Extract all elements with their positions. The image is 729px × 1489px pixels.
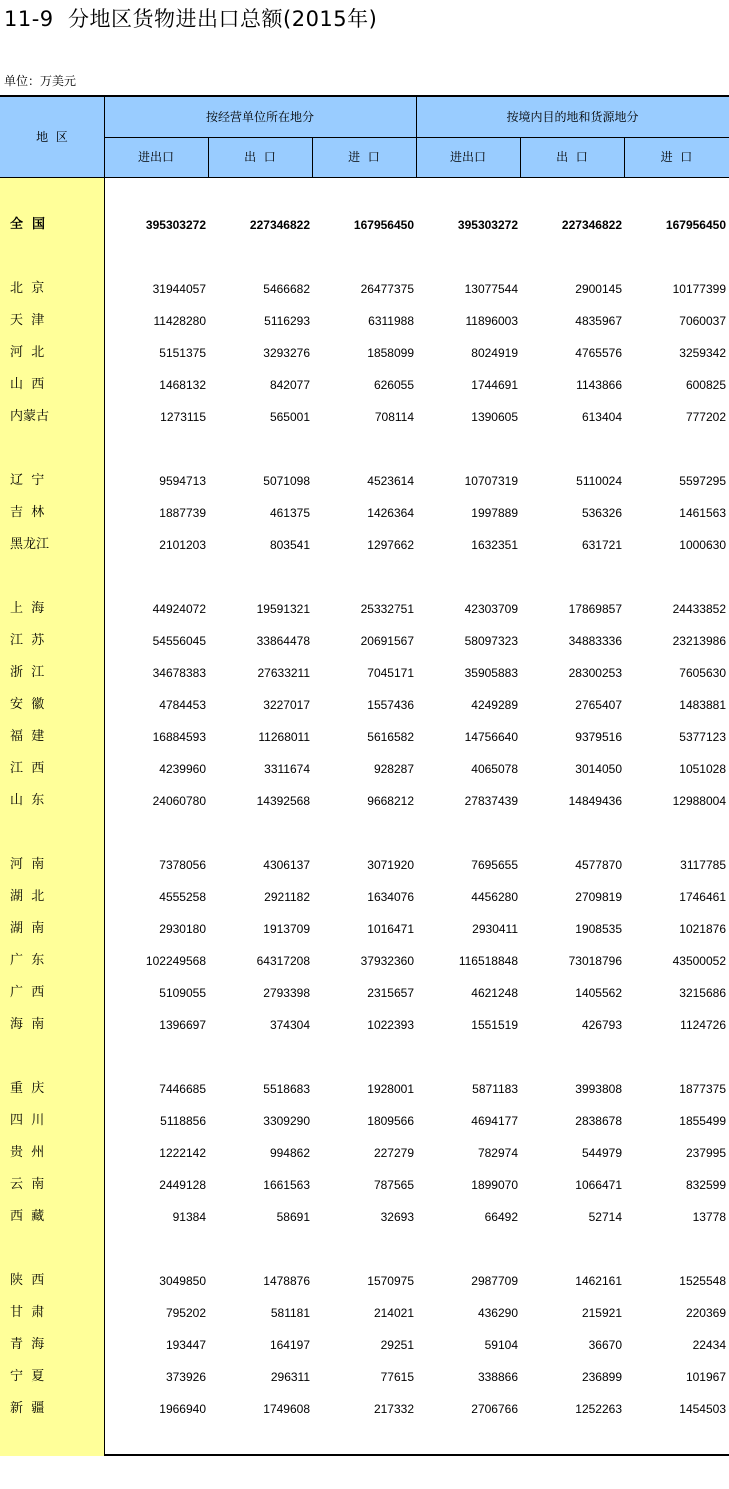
table-cell: 5466682 [263,282,310,296]
table-cell: 5118856 [160,1114,206,1128]
region-name: 重 庆 [10,1081,45,1096]
table-row [0,401,729,433]
table-cell: 10177399 [672,282,726,296]
table-cell: 102249568 [145,954,206,968]
table-cell: 4577870 [575,858,622,872]
region-name: 湖 南 [10,921,45,936]
table-cell: 1222142 [159,1146,206,1160]
region-name: 贵 州 [10,1145,45,1160]
table-cell: 795202 [165,1306,206,1320]
table-cell: 436290 [477,1306,518,1320]
table-cell: 4784453 [159,698,206,712]
table-cell: 3259342 [679,346,726,360]
table-cell: 1454503 [679,1402,726,1416]
group-header-operating-unit: 按经营单位所在地分 [205,110,314,124]
table-cell: 28300253 [568,666,622,680]
table-cell: 215921 [581,1306,622,1320]
table-cell: 1016471 [367,922,414,936]
table-cell: 13077544 [464,282,518,296]
table-cell: 4239960 [159,762,206,776]
table-cell: 44924072 [152,602,206,616]
table-cell: 928287 [373,762,414,776]
table-cell: 43500052 [672,954,726,968]
table-cell: 31944057 [152,282,206,296]
table-cell: 395303272 [457,218,518,232]
region-name: 天 津 [10,313,45,328]
table-cell: 24433852 [672,602,726,616]
table-cell: 2921182 [264,890,310,904]
table-cell: 708114 [374,410,414,424]
table-cell: 1908535 [575,922,622,936]
table-cell: 5110024 [576,474,622,488]
table-cell: 2900145 [575,282,622,296]
table-cell: 193447 [165,1338,206,1352]
table-cell: 227346822 [249,218,310,232]
table-cell: 3014050 [575,762,622,776]
table-cell: 14756640 [464,730,518,744]
region-name: 北 京 [10,281,45,296]
table-cell: 24060780 [152,794,206,808]
table-cell: 842077 [269,378,310,392]
table-row [0,1361,729,1393]
table-cell: 13778 [692,1210,726,1224]
table-row [0,1329,729,1361]
region-name: 海 南 [10,1017,45,1032]
table-cell: 220369 [685,1306,726,1320]
region-name: 内蒙古 [10,409,50,424]
region-name: 新 疆 [10,1401,45,1416]
table-cell: 631721 [581,538,622,552]
region-name: 河 北 [10,345,45,360]
table-row [0,1265,729,1297]
table-cell: 1396697 [159,1018,206,1032]
table-cell: 1468132 [159,378,206,392]
region-name: 黑龙江 [10,537,50,552]
region-name: 青 海 [10,1337,45,1352]
region-name: 辽 宁 [10,473,45,488]
region-header: 地 区 [36,130,68,144]
table-row [0,337,729,369]
table-cell: 227346822 [561,218,622,232]
table-cell: 11896003 [465,314,518,328]
table-cell: 1525548 [679,1274,726,1288]
table-cell: 217332 [373,1402,414,1416]
table-cell: 7060037 [679,314,726,328]
table-cell: 35905883 [464,666,518,680]
table-cell: 1051028 [679,762,726,776]
region-name: 福 建 [10,729,45,744]
table-row [0,785,729,817]
table-cell: 565001 [269,410,310,424]
table-cell: 395303272 [145,218,206,232]
col-header: 出 口 [556,150,588,164]
table-cell: 613404 [581,410,622,424]
table-cell: 4835967 [575,314,622,328]
table-cell: 2987709 [471,1274,518,1288]
region-name: 吉 林 [10,505,45,520]
table-cell: 803541 [269,538,310,552]
table-cell: 4555258 [159,890,206,904]
table-cell: 2101203 [159,538,206,552]
table-cell: 777202 [685,410,726,424]
table-cell: 581181 [270,1306,310,1320]
table-cell: 7378056 [159,858,206,872]
table-cell: 164197 [269,1338,310,1352]
table-cell: 1390605 [471,410,518,424]
table-cell: 1634076 [367,890,414,904]
table-cell: 1746461 [679,890,726,904]
table-cell: 544979 [581,1146,622,1160]
table-cell: 1462161 [575,1274,622,1288]
table-cell: 8024919 [471,346,518,360]
table-row [0,753,729,785]
table-cell: 52714 [588,1210,622,1224]
table-cell: 373926 [165,1370,206,1384]
region-name: 江 苏 [10,633,45,648]
region-name: 四 川 [10,1113,45,1128]
region-name: 江 西 [10,761,45,776]
region-name: 广 东 [10,953,45,968]
table-cell: 2838678 [575,1114,622,1128]
table-row [0,1297,729,1329]
table-cell: 27837439 [464,794,518,808]
table-cell: 1749608 [263,1402,310,1416]
table-cell: 1066471 [575,1178,622,1192]
table-row [0,273,729,305]
table-cell: 4065078 [471,762,518,776]
table-row [0,1169,729,1201]
table-cell: 3993808 [575,1082,622,1096]
table-row [0,369,729,401]
table-cell: 1858099 [367,346,414,360]
table-cell: 5871183 [472,1082,518,1096]
table-cell: 296311 [270,1370,310,1384]
table-cell: 17869857 [568,602,622,616]
col-header: 出 口 [244,150,276,164]
table-cell: 1483881 [679,698,726,712]
table-cell: 1855499 [679,1114,726,1128]
table-cell: 1887739 [159,506,206,520]
table-cell: 7446685 [159,1082,206,1096]
table-cell: 10707319 [464,474,518,488]
region-name: 安 徽 [10,697,45,712]
table-row [0,1201,729,1233]
table-row [0,657,729,689]
table-cell: 5151375 [159,346,206,360]
table-cell: 1744691 [471,378,518,392]
table-row [0,977,729,1009]
table-row [0,593,729,625]
table-row-total [0,209,729,241]
region-name: 广 西 [10,985,45,1000]
table-row [0,497,729,529]
table-cell: 3227017 [263,698,310,712]
table-cell: 1000630 [679,538,726,552]
table-cell: 59104 [484,1338,518,1352]
region-name: 浙 江 [10,665,45,680]
table-cell: 7695655 [471,858,518,872]
col-header: 进出口 [449,150,486,164]
table-cell: 338866 [477,1370,518,1384]
table-row [0,945,729,977]
table-cell: 1661563 [263,1178,310,1192]
table-cell: 58097323 [464,634,518,648]
table-cell: 4694177 [471,1114,518,1128]
table-cell: 1124726 [680,1018,726,1032]
table-cell: 7605630 [679,666,726,680]
table-row [0,1105,729,1137]
table-cell: 3049850 [159,1274,206,1288]
table-cell: 27633211 [257,666,310,680]
table-cell: 214021 [373,1306,414,1320]
table-cell: 36670 [588,1338,622,1352]
col-header: 进 口 [660,150,693,164]
table-cell: 600825 [685,378,726,392]
table-cell: 994862 [269,1146,310,1160]
header-bottom-line [0,177,729,178]
region-name: 西 藏 [10,1209,45,1224]
table-row [0,305,729,337]
page-title: 11-9 分地区货物进出口总额(2015年) [4,7,378,31]
table-cell: 4523614 [367,474,414,488]
table-cell: 4456280 [471,890,518,904]
table-row [0,1137,729,1169]
table-cell: 426793 [581,1018,622,1032]
table-cell: 3293276 [263,346,310,360]
table-cell: 237995 [685,1146,726,1160]
region-name: 河 南 [10,857,45,872]
region-name: 甘 肃 [10,1305,45,1320]
table-cell: 1913709 [263,922,310,936]
table-row [0,529,729,561]
region-name: 全 国 [10,217,46,232]
table-cell: 536326 [581,506,622,520]
table-cell: 16884593 [152,730,206,744]
table-row [0,1009,729,1041]
table-cell: 5377123 [679,730,726,744]
table-cell: 19591321 [256,602,310,616]
table-cell: 1252263 [575,1402,622,1416]
table-cell: 1022393 [367,1018,414,1032]
table-cell: 3311674 [264,762,310,776]
table-row [0,689,729,721]
table-cell: 4765576 [575,346,622,360]
table-cell: 2315657 [367,986,414,1000]
table-cell: 23213986 [672,634,726,648]
region-name: 上 海 [10,601,45,616]
table-cell: 5518683 [263,1082,310,1096]
table-row [0,913,729,945]
table-cell: 1997889 [471,506,518,520]
region-name: 宁 夏 [10,1369,45,1384]
col-header: 进出口 [137,150,174,164]
table-cell: 2793398 [263,986,310,1000]
table-cell: 1557436 [367,698,414,712]
table-cell: 9379516 [575,730,622,744]
table-cell: 77615 [380,1370,414,1384]
data-table [0,95,729,1456]
table-cell: 2706766 [471,1402,518,1416]
table-cell: 1551519 [471,1018,518,1032]
table-cell: 42303709 [464,602,518,616]
table-cell: 374304 [269,1018,310,1032]
table-cell: 64317208 [256,954,310,968]
table-cell: 1632351 [471,538,518,552]
table-cell: 11268011 [258,730,310,744]
table-cell: 22434 [692,1338,726,1352]
unit-label: 单位：万美元 [4,74,77,88]
table-cell: 33864478 [256,634,310,648]
table-cell: 5071098 [263,474,310,488]
table-cell: 1021876 [679,922,726,936]
table-cell: 9668212 [367,794,414,808]
table-cell: 1570975 [367,1274,414,1288]
table-cell: 1966940 [159,1402,206,1416]
table-cell: 6311988 [368,314,414,328]
table-cell: 20691567 [360,634,414,648]
table-cell: 782974 [477,1146,518,1160]
table-cell: 3071920 [367,858,414,872]
table-cell: 3215686 [679,986,726,1000]
col-header: 进 口 [348,150,380,164]
table-cell: 4621248 [471,986,518,1000]
table-cell: 7045171 [367,666,414,680]
table-cell: 14849436 [568,794,622,808]
table-cell: 2765407 [575,698,622,712]
table-cell: 4249289 [471,698,518,712]
region-name: 湖 北 [10,889,45,904]
table-cell: 73018796 [568,954,622,968]
table-cell: 2930180 [159,922,206,936]
table-cell: 227279 [373,1146,414,1160]
table-row [0,625,729,657]
table-cell: 34883336 [568,634,622,648]
table-row [0,1073,729,1105]
table-cell: 1461563 [679,506,726,520]
table-cell: 116518848 [458,954,518,968]
table-cell: 29251 [380,1338,414,1352]
table-cell: 9594713 [159,474,206,488]
table-cell: 101967 [685,1370,726,1384]
table-cell: 5616582 [367,730,414,744]
table-cell: 1297662 [367,538,414,552]
table-cell: 54556045 [152,634,206,648]
table-cell: 91384 [172,1210,206,1224]
table-row [0,465,729,497]
region-name: 山 东 [10,793,45,808]
table-cell: 34678383 [152,666,206,680]
table-cell: 32693 [380,1210,414,1224]
table-row [0,881,729,913]
table-cell: 3117785 [680,858,726,872]
table-row [0,721,729,753]
table-cell: 5116293 [264,314,310,328]
table-cell: 58691 [276,1210,310,1224]
table-cell: 1899070 [471,1178,518,1192]
table-cell: 167956450 [665,218,726,232]
region-name: 山 西 [10,377,45,392]
table-cell: 25332751 [360,602,414,616]
table-cell: 1809566 [367,1114,414,1128]
table-cell: 2930411 [472,922,518,936]
table-cell: 626055 [373,378,414,392]
table-cell: 1928001 [367,1082,414,1096]
table-cell: 3309290 [263,1114,310,1128]
table-cell: 5109055 [159,986,206,1000]
table-cell: 1405562 [575,986,622,1000]
table-cell: 4306137 [263,858,310,872]
table-cell: 14392568 [256,794,310,808]
table-cell: 26477375 [360,282,414,296]
table-cell: 1877375 [679,1082,726,1096]
table-cell: 832599 [685,1178,726,1192]
table-row [0,849,729,881]
table-cell: 2449128 [159,1178,206,1192]
table-cell: 2709819 [575,890,622,904]
table-cell: 37932360 [360,954,414,968]
region-name: 陕 西 [10,1273,45,1288]
group-header-destination-source: 按境内目的地和货源地分 [506,110,639,124]
table-cell: 1426364 [367,506,414,520]
table-cell: 1478876 [263,1274,310,1288]
table-cell: 1143866 [576,378,622,392]
table-row [0,1393,729,1425]
region-name: 云 南 [10,1177,45,1192]
table-cell: 787565 [373,1178,414,1192]
table-cell: 11428280 [153,314,206,328]
table-cell: 12988004 [672,794,726,808]
table-cell: 461375 [269,506,310,520]
table-cell: 236899 [581,1370,622,1384]
table-cell: 167956450 [353,218,414,232]
table-cell: 1273115 [160,410,206,424]
table-cell: 5597295 [679,474,726,488]
table-cell: 66492 [484,1210,518,1224]
